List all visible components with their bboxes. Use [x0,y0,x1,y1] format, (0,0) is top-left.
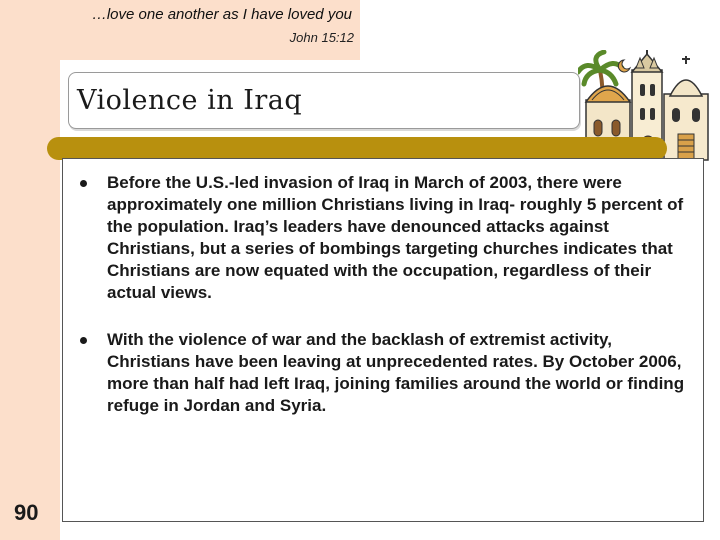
bullet-icon [80,180,87,187]
title-box [68,72,580,129]
bullet-list [78,172,698,417]
bullet-text: Before the U.S.-led invasion of Iraq in March of 2003, there were approximately one million Christians living in Iraq- roughly 5 percent of the population. Iraq’s leaders have denounced attacks against Christians, but a series of bombings targeting churches indicates that Christians are now equated with the occupation, regardless of their actual views. [107,173,684,302]
list-item [78,172,698,304]
header-verse-reference: John 15:12 [289,30,354,45]
left-decorative-band [0,0,60,540]
bullet-text: With the violence of war and the backlash of extremist activity, Christians have been leaving at unprecedented rates. By October 2006, more than half had left Iraq, joining families around the world or finding refuge in Jordan and Syria. [107,330,685,415]
slide-title: Violence in Iraq [77,85,303,116]
list-item [78,329,698,417]
title-underline-bar [47,137,667,160]
header-quote: …love one another as I have loved you [91,6,352,23]
page-number: 90 [14,500,39,525]
bullet-icon [80,337,87,344]
